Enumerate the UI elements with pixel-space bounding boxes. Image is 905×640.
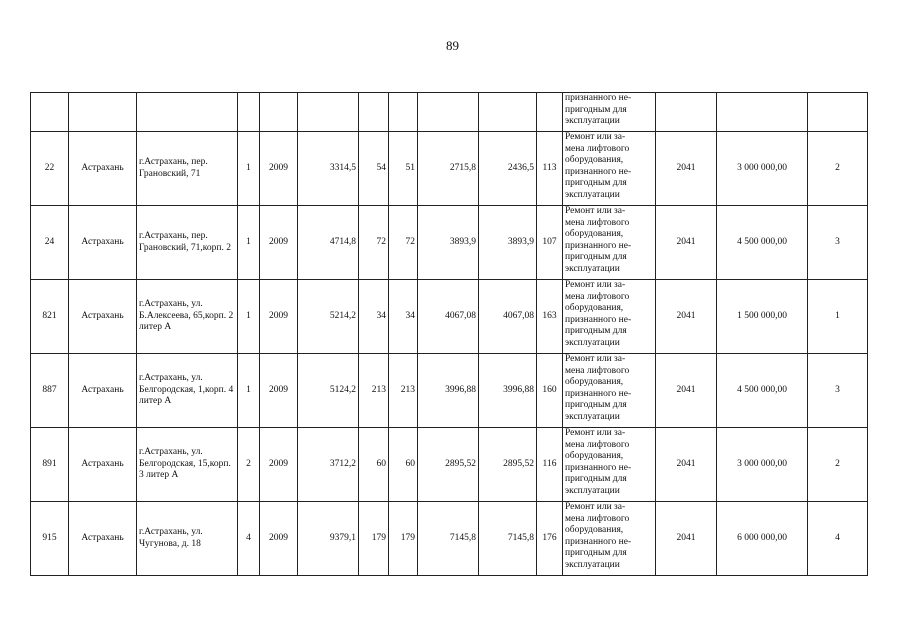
cell-empty [359,93,389,132]
cell-col4: 4 [238,502,260,576]
cell-area-total: 3712,2 [298,428,359,502]
cell-year: 2009 [260,502,298,576]
cell-empty [389,93,418,132]
cell-area-total: 3314,5 [298,132,359,206]
cell-area-b: 4067,08 [479,280,537,354]
cell-work-description: Ремонт или за- мена лифтового оборудования, признанного не- пригодным для эксплуатации [563,280,656,354]
cell-city: Астрахань [69,354,137,428]
cell-empty [717,93,808,132]
table-row [31,502,868,576]
cell-area-a: 2715,8 [418,132,479,206]
cell-work-description: Ремонт или за- мена лифтового оборудования, признанного не- пригодным для эксплуатации [563,354,656,428]
cell-col4: 2 [238,428,260,502]
cell-col11: 163 [537,280,563,354]
cell-area-b: 7145,8 [479,502,537,576]
cell-city: Астрахань [69,206,137,280]
cell-empty [537,93,563,132]
cell-year: 2009 [260,206,298,280]
cell-number: 22 [31,132,69,206]
cell-city: Астрахань [69,428,137,502]
cell-address: г.Астрахань, ул. Белгородская, 1,корп. 4 литер А [137,354,238,428]
cell-empty [260,93,298,132]
cell-number: 821 [31,280,69,354]
cell-empty [238,93,260,132]
cell-col4: 1 [238,280,260,354]
cell-col7: 54 [359,132,389,206]
cell-number: 887 [31,354,69,428]
cell-empty [418,93,479,132]
cell-col11: 160 [537,354,563,428]
cell-address: г.Астрахань, ул. Б.Алексеева, 65,корп. 2 литер А [137,280,238,354]
table-row [31,132,868,206]
cell-col8: 60 [389,428,418,502]
cell-area-b: 3996,88 [479,354,537,428]
cell-area-total: 9379,1 [298,502,359,576]
cell-col8: 72 [389,206,418,280]
cell-col8: 213 [389,354,418,428]
cell-col7: 213 [359,354,389,428]
cell-count: 3 [808,206,868,280]
cell-number: 915 [31,502,69,576]
cell-col4: 1 [238,132,260,206]
cell-count: 1 [808,280,868,354]
cell-area-a: 4067,08 [418,280,479,354]
cell-col7: 179 [359,502,389,576]
continuation-row [31,93,868,132]
cell-address: г.Астрахань, ул. Белгородская, 15,корп. 3 литер А [137,428,238,502]
housing-registry-table [30,92,868,576]
cell-cost: 4 500 000,00 [717,354,808,428]
cell-col7: 72 [359,206,389,280]
cell-count: 4 [808,502,868,576]
cell-empty [656,93,717,132]
cell-address: г.Астрахань, пер. Грановский, 71 [137,132,238,206]
cell-cost: 6 000 000,00 [717,502,808,576]
cell-work-description: Ремонт или за- мена лифтового оборудования, признанного не- пригодным для эксплуатации [563,132,656,206]
cell-empty [137,93,238,132]
cell-city: Астрахань [69,280,137,354]
cell-year: 2009 [260,428,298,502]
cell-term: 2041 [656,280,717,354]
cell-col4: 1 [238,206,260,280]
cell-empty [69,93,137,132]
cell-col8: 179 [389,502,418,576]
table-row [31,428,868,502]
cell-term: 2041 [656,428,717,502]
table-row [31,354,868,428]
cell-cost: 3 000 000,00 [717,132,808,206]
cell-area-a: 2895,52 [418,428,479,502]
cell-address: г.Астрахань, ул. Чугунова, д. 18 [137,502,238,576]
cell-col7: 34 [359,280,389,354]
cell-area-b: 2436,5 [479,132,537,206]
table-row [31,206,868,280]
cell-area-total: 4714,8 [298,206,359,280]
cell-col4: 1 [238,354,260,428]
cell-work-description: признанного не- пригодным для эксплуатации [563,93,656,132]
cell-cost: 4 500 000,00 [717,206,808,280]
cell-year: 2009 [260,354,298,428]
cell-city: Астрахань [69,502,137,576]
cell-empty [298,93,359,132]
cell-empty [808,93,868,132]
cell-area-b: 2895,52 [479,428,537,502]
cell-col7: 60 [359,428,389,502]
cell-area-b: 3893,9 [479,206,537,280]
cell-cost: 1 500 000,00 [717,280,808,354]
cell-col11: 176 [537,502,563,576]
cell-empty [479,93,537,132]
cell-term: 2041 [656,502,717,576]
cell-count: 2 [808,428,868,502]
cell-col11: 116 [537,428,563,502]
cell-count: 2 [808,132,868,206]
cell-area-total: 5124,2 [298,354,359,428]
cell-term: 2041 [656,132,717,206]
page-number: 89 [446,38,459,53]
cell-area-a: 7145,8 [418,502,479,576]
cell-area-total: 5214,2 [298,280,359,354]
cell-col8: 51 [389,132,418,206]
cell-count: 3 [808,354,868,428]
cell-term: 2041 [656,354,717,428]
cell-area-a: 3996,88 [418,354,479,428]
cell-number: 891 [31,428,69,502]
cell-area-a: 3893,9 [418,206,479,280]
cell-col11: 107 [537,206,563,280]
cell-address: г.Астрахань, пер. Грановский, 71,корп. 2 [137,206,238,280]
cell-year: 2009 [260,132,298,206]
cell-work-description: Ремонт или за- мена лифтового оборудования, признанного не- пригодным для эксплуатации [563,502,656,576]
cell-term: 2041 [656,206,717,280]
cell-number: 24 [31,206,69,280]
cell-col8: 34 [389,280,418,354]
cell-col11: 113 [537,132,563,206]
cell-work-description: Ремонт или за- мена лифтового оборудования, признанного не- пригодным для эксплуатации [563,206,656,280]
cell-cost: 3 000 000,00 [717,428,808,502]
cell-city: Астрахань [69,132,137,206]
table-row [31,280,868,354]
cell-empty [31,93,69,132]
cell-work-description: Ремонт или за- мена лифтового оборудования, признанного не- пригодным для эксплуатации [563,428,656,502]
cell-year: 2009 [260,280,298,354]
